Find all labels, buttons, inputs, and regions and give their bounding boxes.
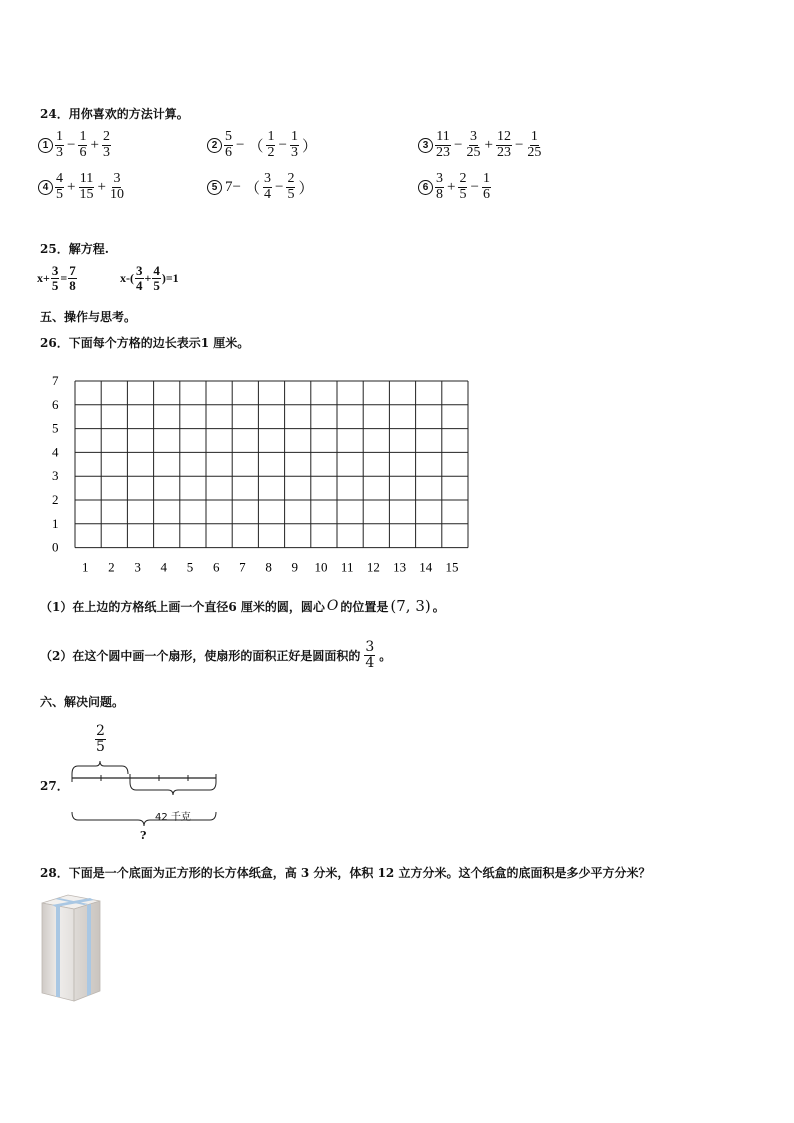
x-axis-label: 3 bbox=[134, 559, 141, 573]
fraction: $\frac{1}{3}$ bbox=[290, 129, 298, 160]
total-brace bbox=[72, 812, 216, 826]
x-axis-label: 8 bbox=[265, 559, 272, 573]
q24-item-6: 6 $\frac{3}{8}$ + $\frac{2}{5}$ − $\frac{1}{6}$ bbox=[418, 172, 492, 202]
circled-number: 2 bbox=[207, 138, 222, 153]
circled-number: 1 bbox=[38, 138, 53, 153]
x-axis-label: 15 bbox=[445, 559, 459, 573]
y-axis-label: 6 bbox=[52, 396, 59, 412]
fraction: $\frac{4}{5}$ bbox=[153, 263, 160, 293]
fraction: $\frac{3}{4}$ bbox=[365, 639, 375, 671]
q25-equation-2: x-( $\frac{3}{4}$ + $\frac{4}{5}$ )=1 bbox=[120, 263, 179, 293]
y-axis-label: 7 bbox=[52, 373, 59, 388]
fraction: $\frac{4}{5}$ bbox=[56, 171, 63, 202]
fraction: $\frac{1}{25}$ bbox=[527, 129, 542, 160]
x-axis-label: 5 bbox=[186, 559, 194, 573]
remaining-brace bbox=[130, 782, 216, 795]
fraction: $\frac{2}{5}$ bbox=[287, 171, 295, 202]
fraction: $\frac{3}{25}$ bbox=[466, 129, 481, 160]
q26-title: 26．下面每个方格的边长表示1 厘米。 bbox=[40, 336, 250, 350]
top-brace bbox=[72, 761, 128, 774]
x-axis-label: 10 bbox=[314, 559, 328, 573]
fraction: $\frac{3}{8}$ bbox=[436, 171, 443, 202]
fraction: $\frac{3}{4}$ bbox=[136, 263, 143, 293]
center-coordinate: (7, 3) bbox=[390, 597, 431, 615]
q24-item-4: 4 $\frac{4}{5}$ + $\frac{11}{15}$ + $\frac{3}{10}$ bbox=[38, 172, 126, 202]
y-axis-label: 0 bbox=[52, 539, 59, 555]
fraction: $\frac{3}{4}$ bbox=[263, 171, 271, 202]
x-axis-label: 7 bbox=[239, 559, 246, 573]
x-axis-label: 11 bbox=[340, 559, 354, 573]
q24-item-1: 1 $\frac{1}{3}$ − $\frac{1}{6}$ + $\frac{2}{3}$ bbox=[38, 130, 112, 160]
weight-label: 42 千克 bbox=[155, 812, 191, 823]
x-axis-label: 13 bbox=[393, 559, 407, 573]
circled-number: 4 bbox=[38, 180, 53, 195]
q24-item-2: 2 $\frac{5}{6}$ − （ $\frac{1}{2}$ − $\frac{1}{3}$ ） bbox=[207, 130, 319, 160]
q24-item-5: 5 7− （ $\frac{3}{4}$ − $\frac{2}{5}$ ） bbox=[207, 172, 315, 202]
x-axis-label: 4 bbox=[160, 559, 168, 573]
y-axis-label: 5 bbox=[52, 420, 59, 436]
fraction: $\frac{1}{6}$ bbox=[79, 129, 87, 160]
x-axis-label: 14 bbox=[419, 559, 433, 573]
center-label-o: O bbox=[326, 598, 339, 614]
q28-title: 28．下面是一个底面为正方形的长方体纸盒，高 3 分米，体积 12 立方分米。这个纸盒的底面积是多少平方分米？ bbox=[40, 866, 651, 880]
circled-number: 6 bbox=[418, 180, 433, 195]
fraction: $\frac{7}{8}$ bbox=[69, 263, 76, 293]
q26-part-1: （1）在上边的方格纸上画一个直径6 厘米的圆，圆心 O 的位置是 (7, 3) 。 bbox=[40, 597, 445, 615]
line-segment-diagram bbox=[68, 760, 228, 850]
fraction: $\frac{11}{23}$ bbox=[436, 129, 450, 160]
q24-title: 24．用你喜欢的方法计算。 bbox=[40, 107, 189, 121]
y-axis-label: 1 bbox=[52, 515, 59, 531]
x-axis-label: 6 bbox=[212, 559, 220, 573]
circled-number: 5 bbox=[207, 180, 222, 195]
fraction: $\frac{2}{3}$ bbox=[102, 129, 110, 160]
fraction: $\frac{1}{3}$ bbox=[56, 129, 63, 160]
x-axis-label: 12 bbox=[366, 559, 380, 573]
fraction: $\frac{3}{5}$ bbox=[51, 263, 59, 293]
q24-item-3: 3 $\frac{11}{23}$ − $\frac{3}{25}$ + $\frac{12}{23}$ − $\frac{1}{25}$ bbox=[418, 130, 543, 160]
x-axis-label: 9 bbox=[291, 559, 299, 573]
grid-paper bbox=[40, 368, 490, 573]
section-5-heading: 五、操作与思考。 bbox=[40, 310, 137, 324]
section-6-heading: 六、解决问题。 bbox=[40, 695, 125, 709]
fraction: $\frac{12}{23}$ bbox=[496, 129, 511, 160]
x-axis-label: 1 bbox=[81, 559, 89, 573]
y-axis-label: 2 bbox=[52, 492, 59, 507]
fraction: $\frac{1}{2}$ bbox=[267, 129, 275, 160]
q26-part-2: （2）在这个圆中画一个扇形，使扇形的面积正好是圆面积的 $\frac{3}{4}$ 。 bbox=[40, 639, 392, 671]
q25-equation-1: x+ $\frac{3}{5}$ = $\frac{7}{8}$ bbox=[37, 263, 76, 293]
q27-label: 27． bbox=[40, 779, 69, 793]
x-axis-label: 2 bbox=[108, 559, 115, 573]
q27-fraction: $\frac{2}{5}$ bbox=[96, 723, 105, 755]
fraction: $\frac{5}{6}$ bbox=[225, 129, 232, 160]
q25-title: 25．解方程. bbox=[40, 242, 109, 256]
y-axis-label: 4 bbox=[52, 444, 59, 460]
fraction: $\frac{1}{6}$ bbox=[482, 171, 490, 202]
box-image bbox=[38, 893, 106, 1005]
y-axis-label: 3 bbox=[52, 468, 59, 484]
fraction: $\frac{3}{10}$ bbox=[109, 171, 124, 202]
circled-number: 3 bbox=[418, 138, 433, 153]
fraction: $\frac{2}{5}$ bbox=[459, 171, 467, 202]
fraction: $\frac{11}{15}$ bbox=[79, 171, 94, 202]
question-mark: ? bbox=[140, 829, 147, 842]
